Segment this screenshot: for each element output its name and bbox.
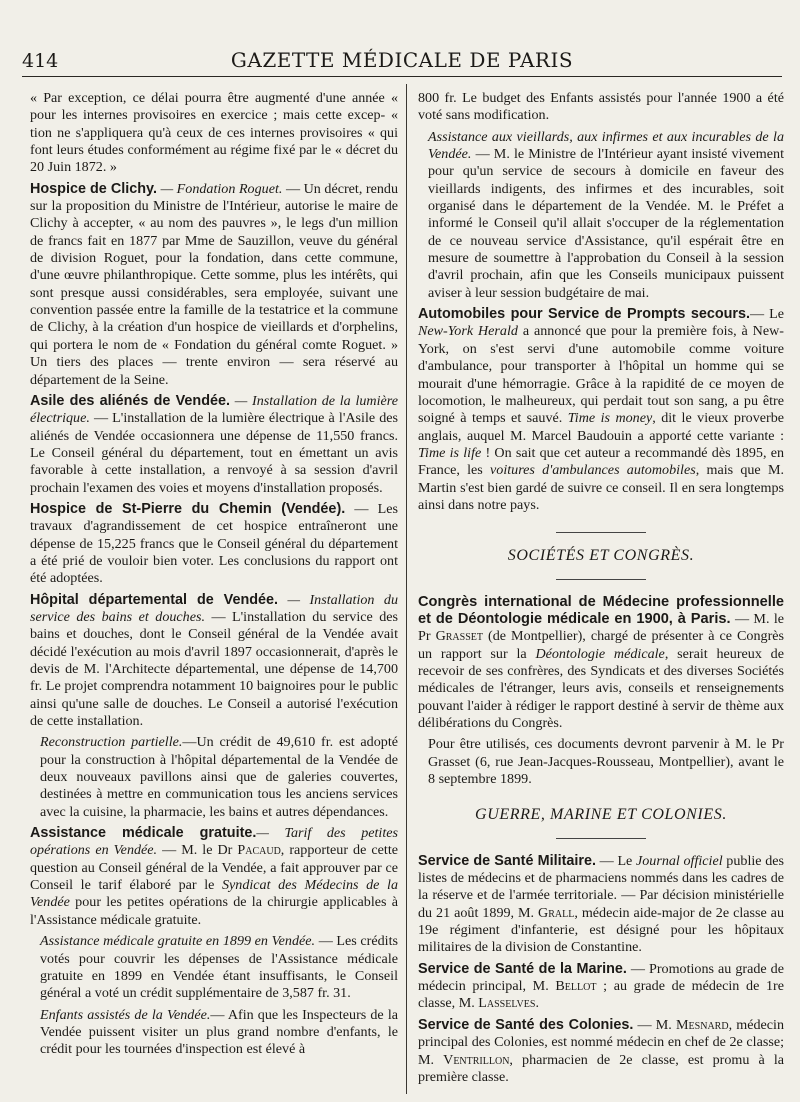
article-subheading: — Tarif des petites opérations en Vendée. [30,825,398,859]
article-congres-addendum [418,736,784,788]
article-heading: Automobiles pour Service de Prompts secours. [418,306,751,323]
article-body: , pharmacien de 2e classe, est promu à la première classe. [418,1051,784,1085]
article-enfants-assistes [30,1007,398,1059]
article-body: . [535,995,539,1012]
article-sante-colonies [418,1017,784,1086]
article-body: — Le [750,306,784,323]
article-body: 800 fr. Le budget des Enfants assistés pour l'année 1900 a été voté sans modification. [418,90,784,124]
article-congres [418,594,784,733]
article-body: a annoncé que pour la première fois, à New-York, on s'est servi d'une automobile comme voiture d'ambulance, pour transporter à l'hôpital un homme qui se mourait d'une hémorragie. Grâce à la rapidité de ce moyen de locomotion, le malheureux, qui perdait tout son sang, a pu être soigné à temps et sauvé. [418,323,784,427]
article-body: ! On sait que cet auteur a recommandé dès 1895, en France, les [418,444,785,479]
section-title: SOCIÉTÉS ET CONGRÈS. [507,547,695,565]
article-subheading: Reconstruction partielle. [40,734,183,751]
decree-quote-text: « Par exception, ce délai pourra être augmenté d'une année « pour les internes provisoires en exercice ; mais cette excep- « tion ne s'appliquera qu'à ceux de ces internes provisoires « qui font leurs études conformément au régime fixé par le « décret du 20 Juin 1872. » [30,90,398,176]
article-italic: Time is life [418,444,482,461]
person-name: Bellot [555,978,597,995]
person-name: Ventrillon [443,1051,510,1068]
person-name: Grall [538,904,575,921]
article-sante-marine [418,961,784,1013]
article-st-pierre [30,501,398,588]
article-italic: voitures d'ambulances automobiles [490,462,696,479]
section-divider [556,532,646,533]
article-italic: Journal officiel [635,852,723,869]
article-heading: Service de Santé des Colonies. [418,1016,634,1033]
person-name: Grasset [435,628,483,645]
article-body: , médecin aide-major de 2e classe au 19e régiment d'infanterie, est désigné pour les hôpitaux militaires de la division de Constantine. [418,904,784,956]
article-body: —Un crédit de 49,610 fr. est adopté pour la construction à l'hôpital départemental de la Vendée de deux nouveaux pavillons ainsi que de galeries couvertes, destinées à mettre en communication tous les anciens services avec la cuisine, la pharmacie, les bains et autres dépendances. [40,734,398,820]
article-heading: Service de Santé Militaire. [418,852,597,869]
page-header [22,48,782,77]
article-italic: Déontologie médicale [535,645,665,662]
article-body: (de Montpellier), chargé de présenter à ce Congrès un rapport sur la [418,628,784,662]
article-subheading: Assistance aux vieillards, aux infirmes et aux incurables de la Vendée. [428,128,784,163]
article-assistance-gratuite [30,825,398,929]
article-heading: Hospice de St-Pierre du Chemin (Vendée). [30,500,346,517]
person-name: Pacaud [237,842,281,859]
article-body: — M. le Dr [157,842,238,859]
running-title: GAZETTE MÉDICALE DE PARIS [230,48,574,72]
person-name: Lasselves [478,995,536,1012]
section-divider [556,838,646,839]
right-column [418,90,784,1090]
decree-quote [30,90,398,177]
section-title: GUERRE, MARINE ET COLONIES. [475,806,727,824]
article-body: — M. le Pr [418,610,785,645]
article-heading: Congrès international de Médecine professionnelle et de Déontologie médicale en 1900, à Paris. [418,593,784,627]
article-body: publie des listes de médecins et de pharmaciens nommés dans les cadres de la réserve et de l'armée territoriale. — Par décision ministérielle du 21 août 1899, M. [418,852,784,921]
section-divider [556,579,646,580]
article-subheading: — Installation du service des bains et douches. [30,591,398,625]
article-heading: Asile des aliénés de Vendée. [30,392,231,409]
article-heading: Service de Santé de la Marine. [418,960,627,977]
article-heading: Hôpital départemental de Vendée. [30,591,279,608]
article-automobiles [418,306,784,514]
article-heading: Assistance médicale gratuite. [30,825,257,842]
article-subheading: — Installation de la lumière électrique. [30,392,398,427]
article-italic: New-York Herald [418,323,518,340]
continued-paragraph [418,90,784,125]
article-body: — L'installation du service des bains et douches, dont le Conseil général de la Vendée avait décidé l'exécution au mois d'avril 1897 occasionnerait, d'après le devis de M. l'Architecte départemental, une dépense de 14,700 fr. Le projet comprendra notamment 10 baignoires pour le public ainsi qu'une salle de douches. Le Conseil a autorisé l'exécution de cette installation. [30,608,398,730]
article-body: — Le [596,852,636,869]
article-asile-vendee [30,393,398,497]
article-body: , serait heureux de recevoir de ses confrères, des Syndicats et des diverses Sociétés médicales de l'étranger, leurs avis, conseils et renseignements pouvant l'aider à rédiger le rapport destiné à servir de thème aux délibérations du Congrès. [418,645,784,731]
article-subheading: Enfants assistés de la Vendée. [40,1006,211,1023]
section-heading-guerre [418,806,784,838]
article-clichy [30,181,398,389]
article-subheading: — Fondation Roguet. [160,180,283,197]
section-heading-societes [418,532,784,579]
article-heading: Hospice de Clichy. [30,180,157,197]
article-body: Pour être utilisés, ces documents devront parvenir à M. le Pr Grasset (6, rue Jean-Jacques-Rousseau, Montpellier), avant le 8 septembre 1899. [428,736,784,788]
article-body: — Un décret, rendu sur la proposition du Ministre de l'Intérieur, autorise le maire de Clichy à accepter, « au nom des pauvres », le legs d'un million de francs fait en 1877 par Mme de Sauzillon, veuve du général de division Roguet, pour la fondation, dans cette commune, d'une œuvre philanthropique. Cette somme, plus les intérêts, qui sont presque aussi considérables, sera employée, suivant une convention passée entre la famille de la testatrice et la commune de Clichy, à la création d'un hospice de vieillards et d'orphelins, qui portera le nom de « Fondation du général comte Roguet. » Un tiers des places — trente environ — sera réservé au département de la Seine. [30,180,399,388]
article-body: — M. le Ministre de l'Intérieur ayant insisté vivement pour qu'un service de secours à domicile en faveur des vieillards indigents, des infirmes et des incurables, soit organisé dans le département de la Vendée. M. le Préfet a informé le Conseil qu'il allait s'occuper de la réglementation de ce nouveau service d'Assistance, qu'il espérait être en mesure de soumettre à l'approbation du Conseil à la session d'avril prochain, afin que les Conseils municipaux puissent aviser à leur session budgétaire de mai. [428,146,784,301]
article-body: — Promotions au grade de médecin principal, M. [418,960,784,995]
article-body: , rapporteur de cette question au Conseil général de la Vendée, a fait approuver par ce Conseil le tarif élaboré par le [30,842,398,894]
article-italic: Syndicat des Médecins de la Vendée [30,877,398,911]
article-sante-militaire [418,853,784,957]
article-vieillards [418,129,784,302]
person-name: Mesnard [676,1016,729,1033]
article-body: , dit le vieux proverbe anglais, auquel M. Marcel Baudouin a apporté cette variante : [418,410,785,444]
article-assistance-1899 [30,933,398,1002]
left-column [30,90,398,1063]
article-body: pour les petites opérations de la chirurgie applicables à l'Assistance médicale gratuite. [30,894,398,928]
article-subheading: Assistance médicale gratuite en 1899 en Vendée. [40,933,316,950]
article-italic: Time is money [567,410,653,427]
article-reconstruction [30,734,398,821]
article-body: — M. [633,1016,677,1033]
article-body: — Afin que les Inspecteurs de la Vendée puissent visiter un plus grand nombre d'enfants, le crédit pour les tournées d'inspection est élevé à [40,1006,398,1058]
article-body: ; au grade de médecin de 1re classe, M. [418,978,784,1012]
article-body: , médecin principal des Colonies, est nommé médecin en chef de 2e classe; M. [418,1016,784,1068]
article-hopital-vendee [30,592,398,731]
article-body: — L'installation de la lumière électrique à l'Asile des aliénés de Vendée occasionnera une dépense de 11,550 francs. Le Conseil général du département, tout en émettant un avis favorable à cette installation, a renvoyé à sa session d'avril prochain l'examen des voies et moyens d'installation proposés. [30,410,398,496]
article-body: , mais que M. Martin s'est bien gardé de suivre ce conseil. Il en sera longtemps ainsi dans notre pays. [418,462,784,513]
article-body: — Les travaux d'agrandissement de cet hospice entraîneront une dépense de 15,225 francs que le Conseil général du département a été prié de vouloir bien voter. Les conclusions du rapport ont été adoptées. [30,500,398,587]
column-divider [406,84,407,1094]
page-number: 414 [22,50,59,72]
article-body: — Les crédits votés pour couvrir les dépenses de l'Assistance médicale gratuite en 1899 en Vendée étant insuffisants, le Conseil général a voté un crédit supplémentaire de 3,587 fr. 31. [40,933,398,1002]
